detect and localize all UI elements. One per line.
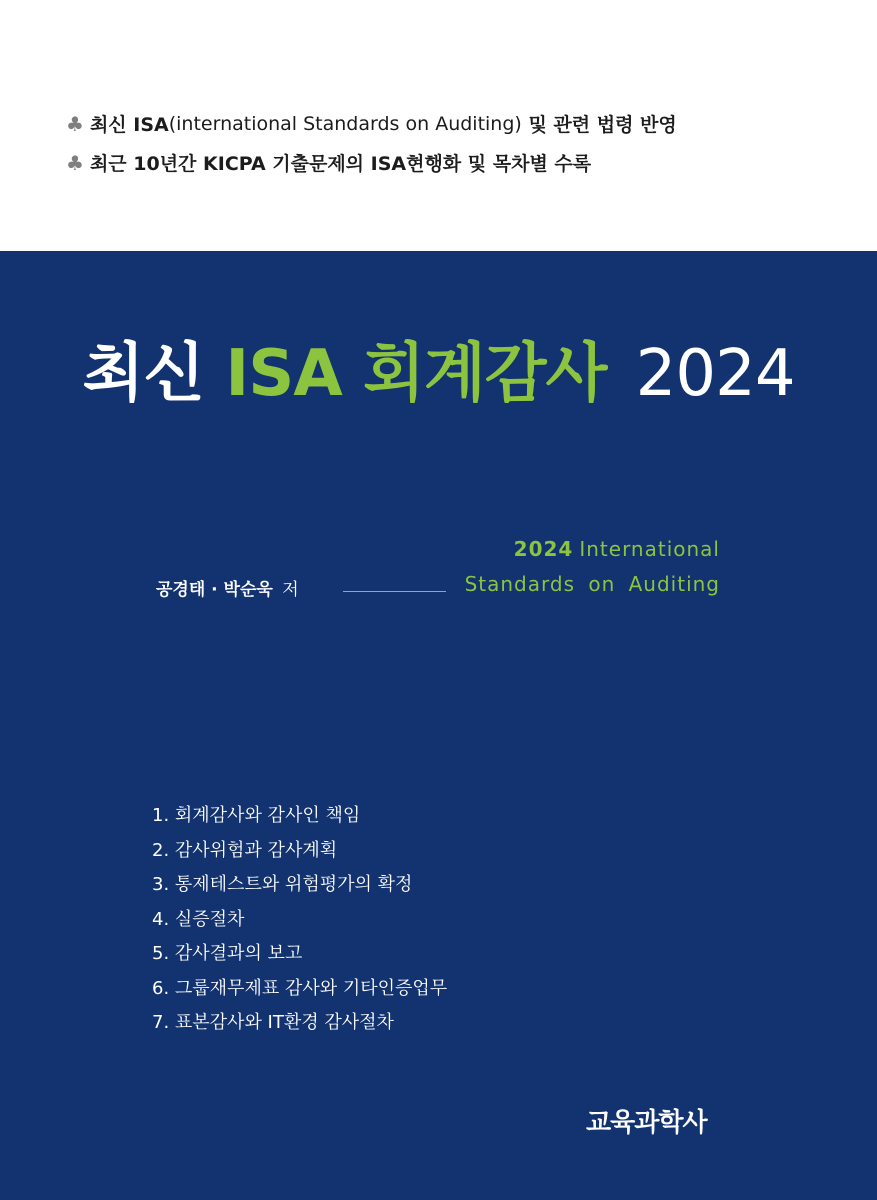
toc-item: 3. 통제테스트와 위험평가의 확정	[152, 874, 413, 895]
subtitle-line1-rest: International	[579, 537, 720, 561]
club-icon: ♣	[66, 150, 84, 175]
bullet-1-bold-start: 최신 ISA	[89, 114, 169, 136]
toc-item: 6. 그룹재무제표 감사와 기타인증업무	[152, 977, 448, 999]
title-part-1: 최신	[82, 337, 205, 411]
book-title	[0, 322, 877, 414]
toc-item: 4. 실증절차	[152, 908, 245, 930]
subtitle-year: 2024	[513, 537, 574, 561]
authors	[156, 575, 299, 600]
divider-line	[343, 591, 446, 592]
table-of-contents	[152, 802, 447, 1044]
english-subtitle-line-1	[514, 537, 720, 561]
club-icon: ♣	[66, 111, 84, 136]
bullet-2-text: 최근 10년간 KICPA 기출문제의 ISA현행화 및 목차별 수록	[89, 153, 592, 175]
publisher-logo: 교육과학사	[586, 1108, 707, 1138]
author-names: 공경태 · 박순욱	[156, 580, 273, 600]
toc-item: 1. 회계감사와 감사인 책임	[152, 805, 361, 826]
feature-bullet-2	[66, 149, 591, 176]
bullet-1-bold-end: 및 관련 법령 반영	[521, 114, 677, 136]
english-subtitle-line-2: Standards on Auditing	[464, 572, 720, 596]
feature-bullet-1	[66, 110, 677, 137]
author-suffix: 저	[282, 580, 299, 600]
toc-item: 2. 감사위험과 감사계획	[152, 839, 338, 861]
title-part-2: ISA 회계감사	[225, 337, 607, 411]
bullet-1-light: (international Standards on Auditing)	[168, 112, 522, 135]
toc-item: 7. 표본감사와 IT환경 감사절차	[152, 1012, 394, 1033]
title-year: 2024	[635, 337, 795, 411]
toc-item: 5. 감사결과의 보고	[152, 943, 303, 964]
top-banner	[0, 0, 877, 251]
